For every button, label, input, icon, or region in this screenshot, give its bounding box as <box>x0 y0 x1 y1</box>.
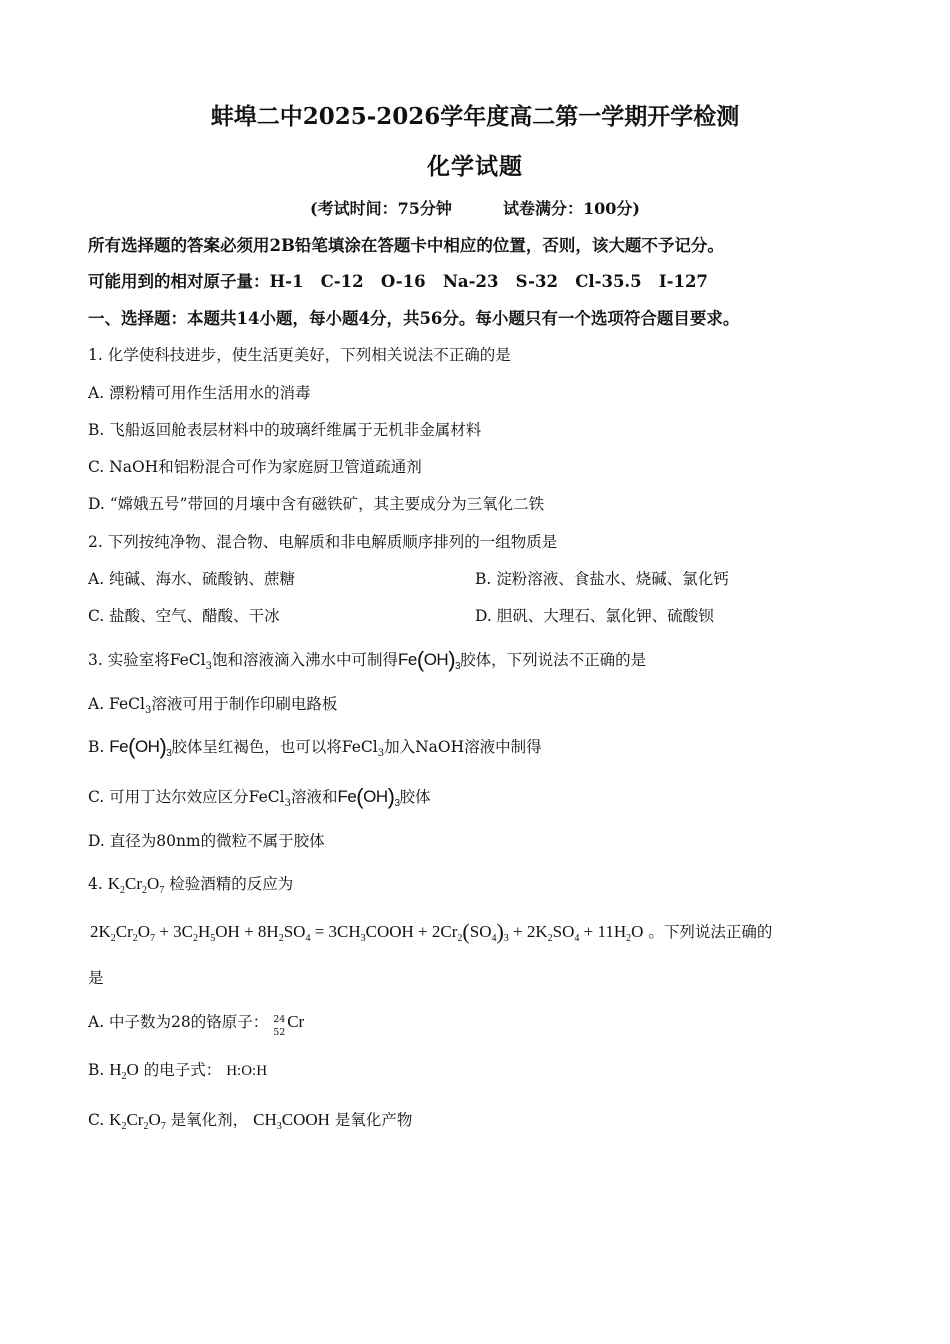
q4-equation: $2K_2Cr_2O_7 + 3C_2H_5OH + 8H_2SO_4$ = $3CH_3COOH + 2Cr_2(SO_4)_3 + 2K_2SO_4 + 11H_2O$ 。下列说法正确的 <box>90 919 773 944</box>
feoh3-formula: $Fe(OH)_3$ <box>398 647 461 672</box>
atomic-masses: 可能用到的相对原子量：H-1 C-12 O-16 Na-23 S-32 Cl-35.5 I-127 <box>88 272 708 291</box>
q1-option-a: A. 漂粉精可用作生活用水的消毒 <box>88 384 311 402</box>
q3-option-b: B. $Fe(OH)_3$胶体呈红褐色，也可以将FeCl$_3$加入NaOH溶液中制得 <box>88 734 542 759</box>
k2cr2o7-formula: $K_2Cr_2O_7$ <box>107 874 165 896</box>
q2-stem: 2. 下列按纯净物、混合物、电解质和非电解质顺序排列的一组物质是 <box>88 533 558 551</box>
feoh3-formula: $Fe(OH)_3$ <box>337 784 400 809</box>
q4-option-c: C. $K_2Cr_2O_7$ 是氧化剂， $CH_3COOH$ 是氧化产物 <box>88 1110 413 1132</box>
q1-option-b: B. 飞船返回舱表层材料中的玻璃纤维属于无机非金属材料 <box>88 421 482 439</box>
exam-title: 蚌埠二中2025-2026学年度高二第一学期开学检测 <box>210 103 740 130</box>
q2-option-c: C. 盐酸、空气、醋酸、干冰 <box>88 607 280 625</box>
answer-rule: 所有选择题的答案必须用2B铅笔填涂在答题卡中相应的位置，否则，该大题不予记分。 <box>88 236 724 255</box>
h2o-formula: $H_2O$ <box>109 1060 139 1082</box>
ch3cooh-formula: $CH_3COOH$ <box>253 1110 330 1132</box>
q1-option-c: C. NaOH和铝粉混合可作为家庭厨卫管道疏通剂 <box>88 458 422 476</box>
reaction-equation: $2K_2Cr_2O_7 + 3C_2H_5OH + 8H_2SO_4$ = $3CH_3COOH + 2Cr_2(SO_4)_3 + 2K_2SO_4 + 11H_2O$ <box>90 919 644 944</box>
k2cr2o7-formula: $K_2Cr_2O_7$ <box>109 1110 166 1132</box>
exam-time: (考试时间：75分钟 <box>310 199 452 218</box>
nuclide-notation: 24 52 <box>273 1014 286 1038</box>
q2-option-d: D. 胆矾、大理石、氯化钾、硫酸钡 <box>475 607 714 625</box>
full-score: 试卷满分：100分) <box>503 199 640 218</box>
q2-option-b: B. 淀粉溶液、食盐水、烧碱、氯化钙 <box>475 570 729 588</box>
q3-stem: 3. 实验室将FeCl$_3$饱和溶液滴入沸水中可制得$Fe(OH)_3$胶体，下列说法不正确的是 <box>88 647 647 672</box>
q2-option-a: A. 纯碱、海水、硫酸钠、蔗糖 <box>88 570 296 588</box>
subject-title: 化学试题 <box>427 153 523 180</box>
q1-stem: 1. 化学使科技进步，使生活更美好，下列相关说法不正确的是 <box>88 346 511 364</box>
section-heading: 一、选择题：本题共14小题，每小题4分，共56分。每小题只有一个选项符合题目要求。 <box>88 309 740 328</box>
q4-stem-end: 是 <box>88 969 104 987</box>
q4-option-a: A. 中子数为28的铬原子： 24 52 Cr <box>88 1012 305 1038</box>
q3-option-d: D. 直径为80nm的微粒不属于胶体 <box>88 832 325 850</box>
exam-info <box>0 196 950 219</box>
q3-option-a: A. FeCl$_3$溶液可用于制作印刷电路板 <box>88 695 338 716</box>
electron-dot-formula: H:O:H <box>226 1063 268 1079</box>
q3-option-c: C. 可用丁达尔效应区分FeCl$_3$溶液和$Fe(OH)_3$胶体 <box>88 784 431 809</box>
q4-option-b: B. $H_2O$ 的电子式： H:O:H <box>88 1060 268 1082</box>
q4-stem: 4. $K_2Cr_2O_7$ 检验酒精的反应为 <box>88 874 294 896</box>
q1-option-d: D. “嫦娥五号”带回的月壤中含有磁铁矿，其主要成分为三氧化二铁 <box>88 495 545 513</box>
feoh3-formula: $Fe(OH)_3$ <box>109 734 172 759</box>
